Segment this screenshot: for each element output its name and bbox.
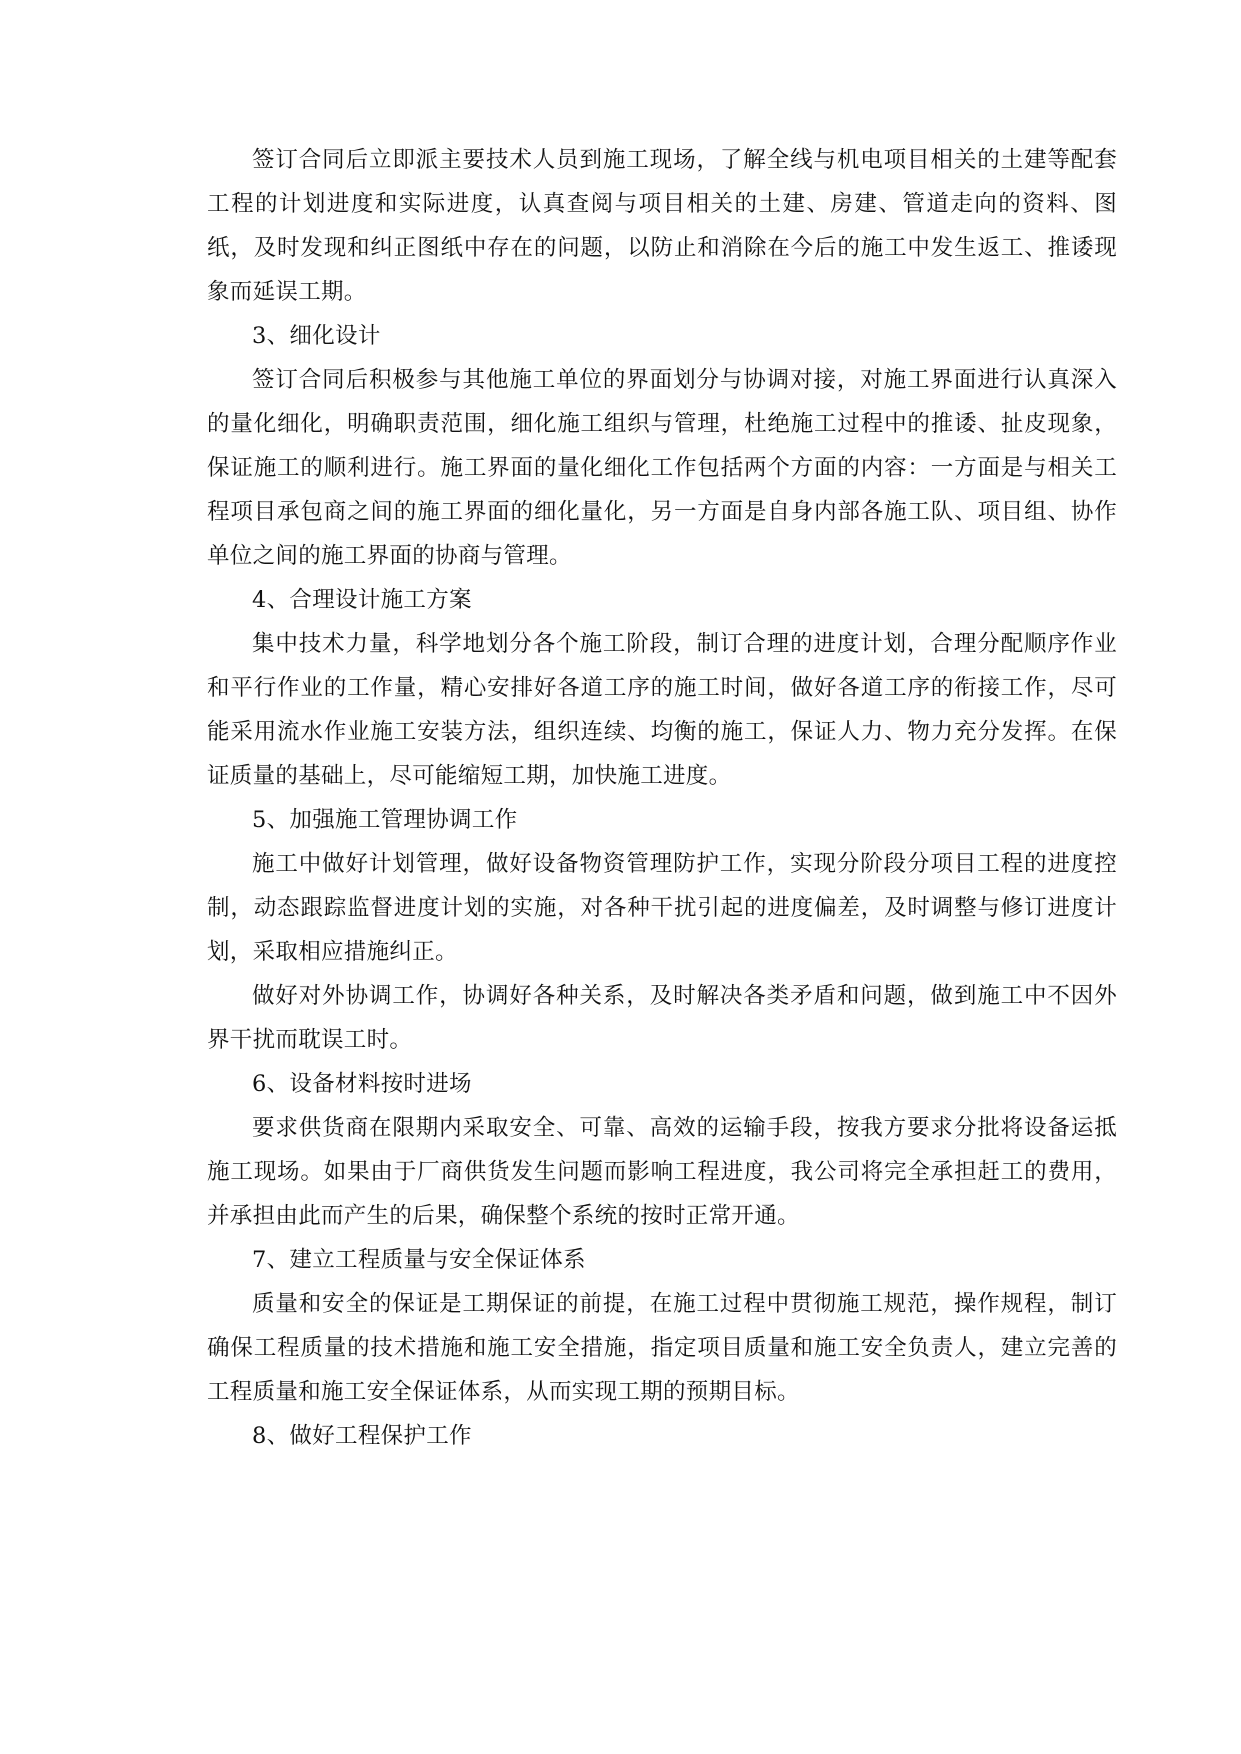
section-heading-4: 4、合理设计施工方案 (252, 587, 472, 613)
section-heading-3: 3、细化设计 (252, 323, 381, 349)
paragraph-quality-safety: 质量和安全的保证是工期保证的前提，在施工过程中贯彻施工规范，操作规程，制订确保工程质量的技术措施和施工安全措施，指定项目质量和施工安全负责人，建立完善的工程质量和施工安全保证体系，从而实现工期的预期目标。 (207, 1291, 1117, 1405)
paragraph-external-coordination: 做好对外协调工作，协调好各种关系，及时解决各类矛盾和问题，做到施工中不因外界干扰而耽误工时。 (207, 983, 1117, 1053)
section-heading-6: 6、设备材料按时进场 (252, 1071, 472, 1097)
paragraph-site-survey: 签订合同后立即派主要技术人员到施工现场，了解全线与机电项目相关的土建等配套工程的计划进度和实际进度，认真查阅与项目相关的土建、房建、管道走向的资料、图纸，及时发现和纠正图纸中存在的问题，以防止和消除在今后的施工中发生返工、推诿现象而延误工期。 (207, 147, 1117, 305)
document-body (207, 138, 1117, 1458)
section-heading-8: 8、做好工程保护工作 (252, 1423, 472, 1449)
paragraph-equipment-delivery: 要求供货商在限期内采取安全、可靠、高效的运输手段，按我方要求分批将设备运抵施工现场。如果由于厂商供货发生问题而影响工程进度，我公司将完全承担赶工的费用，并承担由此而产生的后果，确保整个系统的按时正常开通。 (207, 1115, 1117, 1229)
paragraph-schedule-management: 施工中做好计划管理，做好设备物资管理防护工作，实现分阶段分项目工程的进度控制，动态跟踪监督进度计划的实施，对各种干扰引起的进度偏差，及时调整与修订进度计划，采取相应措施纠正。 (207, 851, 1117, 965)
paragraph-interface-division: 签订合同后积极参与其他施工单位的界面划分与协调对接，对施工界面进行认真深入的量化细化，明确职责范围，细化施工组织与管理，杜绝施工过程中的推诿、扯皮现象，保证施工的顺利进行。施工界面的量化细化工作包括两个方面的内容：一方面是与相关工程项目承包商之间的施工界面的细化量化，另一方面是自身内部各施工队、项目组、协作单位之间的施工界面的协商与管理。 (207, 367, 1117, 569)
section-heading-7: 7、建立工程质量与安全保证体系 (252, 1247, 586, 1273)
section-heading-5: 5、加强施工管理协调工作 (252, 807, 518, 833)
paragraph-construction-plan: 集中技术力量，科学地划分各个施工阶段，制订合理的进度计划，合理分配顺序作业和平行作业的工作量，精心安排好各道工序的施工时间，做好各道工序的衔接工作，尽可能采用流水作业施工安装方法，组织连续、均衡的施工，保证人力、物力充分发挥。在保证质量的基础上，尽可能缩短工期，加快施工进度。 (207, 631, 1117, 789)
